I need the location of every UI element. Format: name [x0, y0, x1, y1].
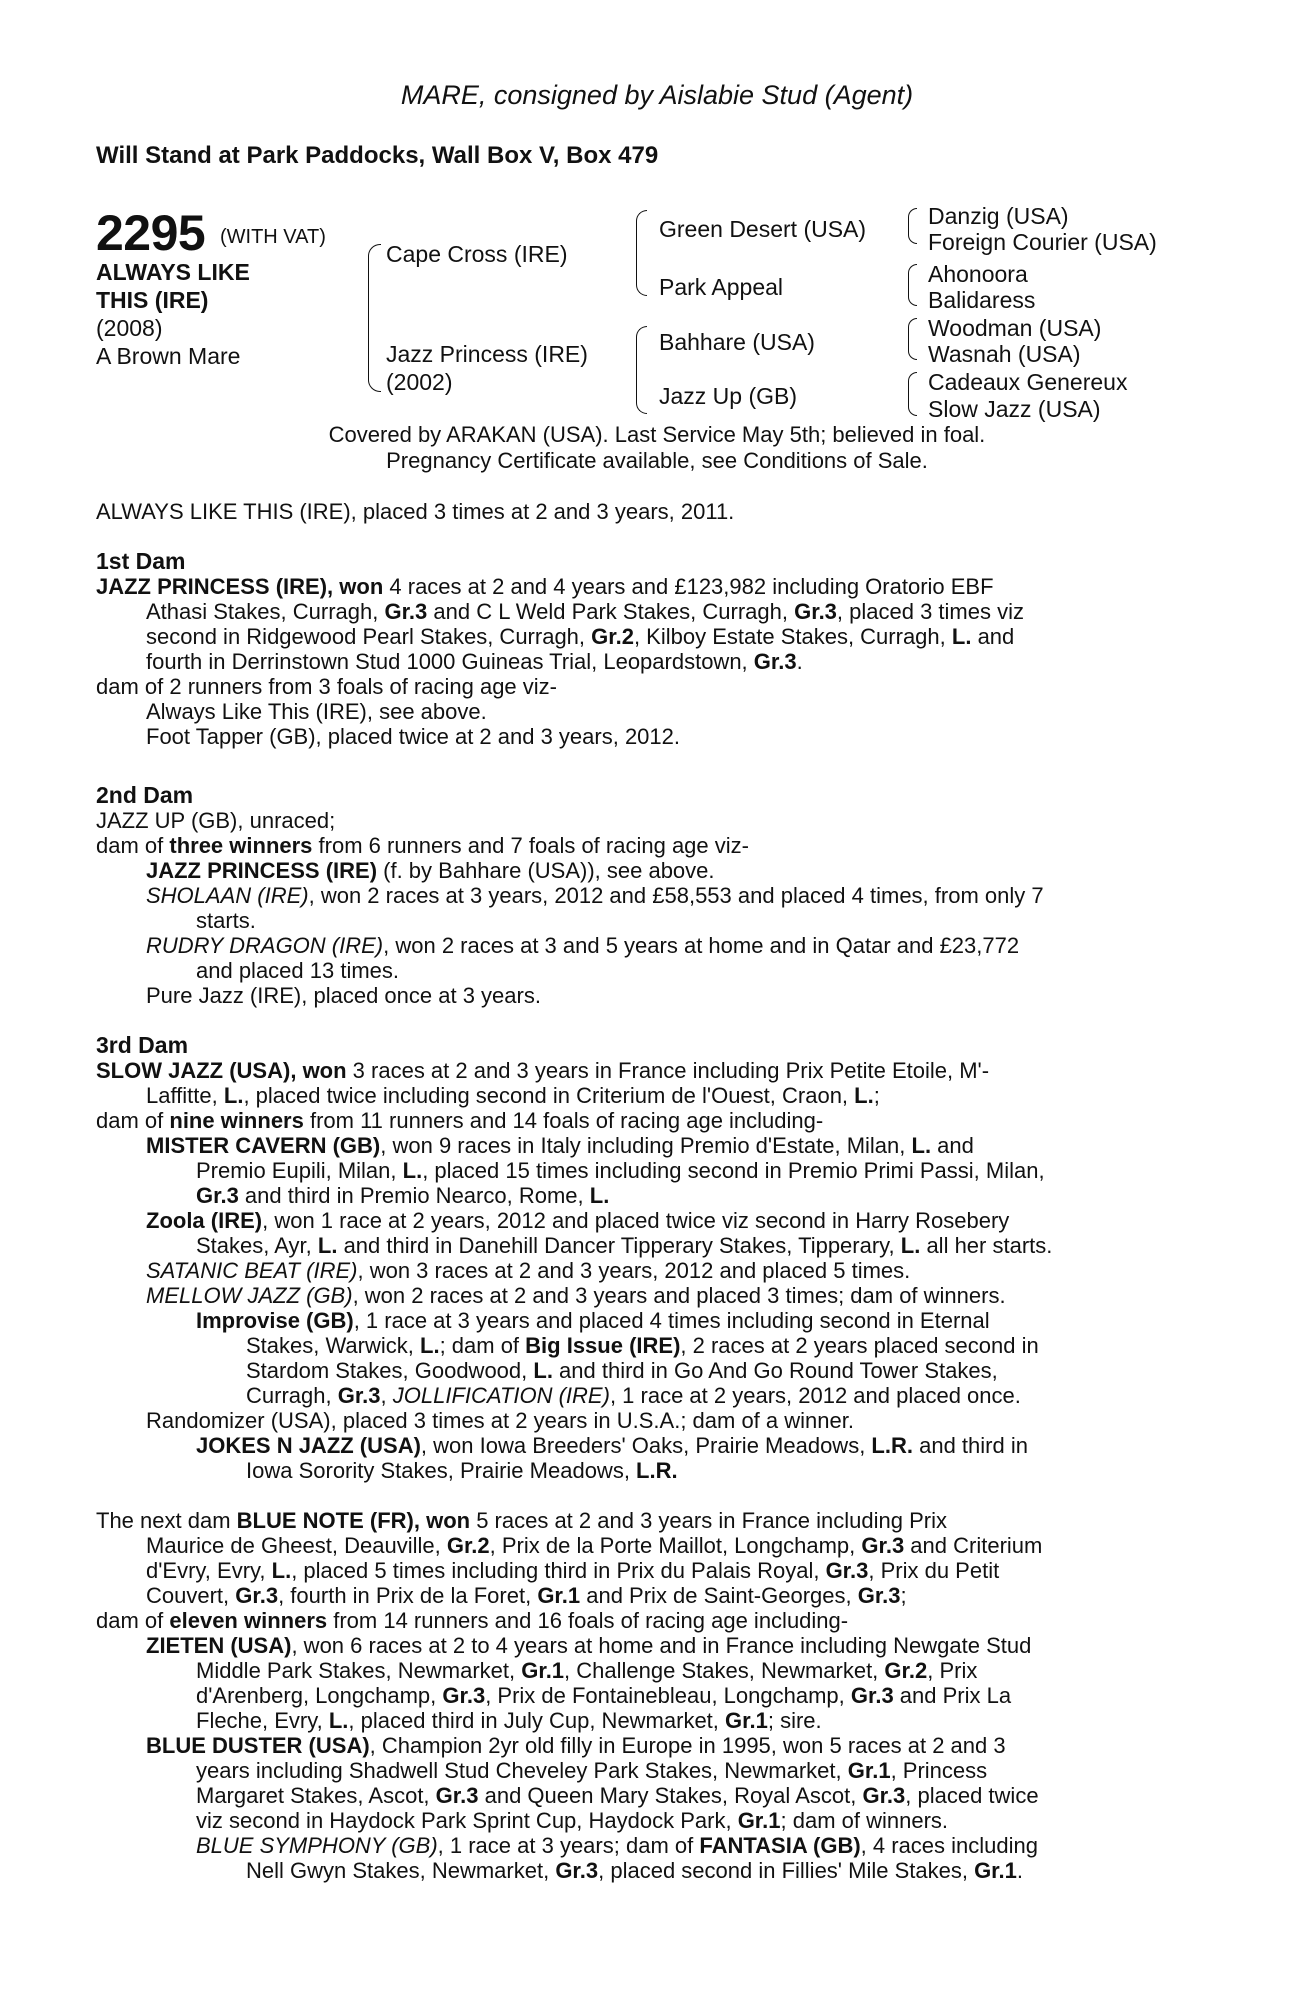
second-dam-section: 2nd Dam JAZZ UP (GB), unraced; dam of three winners from 6 runners and 7 foals of racing age viz- JAZZ PRINCESS (IRE) (f. by Bahhare (USA)), see above. SHOLAAN (IRE), won 2 races at 3 years, 2012 and £58,553 and placed 4 times, from only 7 starts. RUDRY DRAGON (IRE), won 2 races at 3 and 5 years at home and in Qatar and £23,772 and placed 13 times. Pure Jazz (IRE), placed once at 3 years.	[96, 783, 1196, 1008]
horse-description: A Brown Mare	[96, 343, 241, 369]
list-item: MELLOW JAZZ (GB), won 2 races at 2 and 3 years and placed 3 times; dam of winners.	[146, 1283, 1006, 1308]
third-dam-heading: 3rd Dam	[96, 1032, 189, 1058]
pedigree-bracket-dam	[636, 326, 647, 414]
pedigree-sss: Danzig (USA)	[928, 203, 1069, 229]
pedigree-ssd: Foreign Courier (USA)	[928, 229, 1157, 255]
pedigree-bracket-dd	[908, 372, 917, 416]
list-item: JOKES N JAZZ (USA), won Iowa Breeders' Oaks, Prairie Meadows, L.R. and third in	[196, 1433, 1028, 1458]
pedigree-dam-dam: Jazz Up (GB)	[659, 383, 798, 409]
horse-name-line1: ALWAYS LIKE	[96, 259, 250, 285]
vat-note: (WITH VAT)	[220, 226, 326, 248]
pedigree-dsd: Wasnah (USA)	[928, 341, 1081, 367]
horse-name-line2: THIS (IRE)	[96, 287, 209, 313]
pedigree-sire-dam: Park Appeal	[659, 274, 784, 300]
list-item: BLUE SYMPHONY (GB), 1 race at 3 years; dam of FANTASIA (GB), 4 races including	[196, 1833, 1038, 1858]
list-item: Improvise (GB), 1 race at 3 years and placed 4 times including second in Eternal	[196, 1308, 990, 1333]
race-summary: ALWAYS LIKE THIS (IRE), placed 3 times at 2 and 3 years, 2011.	[96, 499, 735, 524]
pedigree-bracket-sire	[636, 210, 647, 296]
horse-year: (2008)	[96, 315, 163, 341]
list-item: Zoola (IRE), won 1 race at 2 years, 2012 and placed twice viz second in Harry Rosebery	[146, 1208, 1010, 1233]
pedigree-dss: Woodman (USA)	[928, 315, 1102, 341]
second-dam-heading: 2nd Dam	[96, 782, 194, 808]
first-dam-dam-of: dam of 2 runners from 3 foals of racing age viz-	[96, 674, 557, 699]
first-dam-heading: 1st Dam	[96, 548, 186, 574]
covered-line1: Covered by ARAKAN (USA). Last Service May 5th; believed in foal.	[328, 422, 986, 447]
first-dam-record: JAZZ PRINCESS (IRE), won 4 races at 2 and 4 years and £123,982 including Oratorio EBF Athasi Stakes, Curragh, Gr.3 and C L Weld Park Stakes, Curragh, Gr.3, placed 3 times viz second in Ridgewood Pearl Stakes, Curragh, Gr.2, Kilboy Estate Stakes, Curragh, L. and fourth in Derrinstown Stud 1000 Guineas Trial, Leopardstown, Gr.3.	[96, 574, 1024, 674]
pedigree-dds: Cadeaux Genereux	[928, 369, 1128, 395]
pedigree-dam-sire: Bahhare (USA)	[659, 329, 815, 355]
list-item: Randomizer (USA), placed 3 times at 2 years in U.S.A.; dam of a winner.	[146, 1408, 854, 1433]
pedigree-sdd: Balidaress	[928, 287, 1036, 313]
list-item: ZIETEN (USA), won 6 races at 2 to 4 years at home and in France including Newgate Stud	[146, 1633, 1032, 1658]
list-item: RUDRY DRAGON (IRE), won 2 races at 3 and 5 years at home and in Qatar and £23,772	[146, 933, 1020, 958]
first-dam-section	[96, 549, 1196, 749]
horse-name	[96, 258, 250, 314]
list-item: MISTER CAVERN (GB), won 9 races in Italy including Premio d'Estate, Milan, L. and	[146, 1133, 974, 1158]
stand-location: Will Stand at Park Paddocks, Wall Box V, Box 479	[96, 142, 659, 169]
pedigree-dam: Jazz Princess (IRE)	[386, 341, 588, 367]
first-dam-name: JAZZ PRINCESS (IRE)	[96, 574, 328, 599]
pedigree-ddd: Slow Jazz (USA)	[928, 396, 1101, 422]
pedigree-bracket-ss	[908, 208, 917, 244]
horse-details	[96, 314, 240, 370]
pedigree-dam-year: (2002)	[386, 369, 453, 395]
pedigree-bracket-ds	[908, 318, 917, 360]
pedigree-sire: Cape Cross (IRE)	[386, 241, 568, 267]
list-item: JAZZ PRINCESS (IRE) (f. by Bahhare (USA)), see above.	[146, 858, 715, 883]
covered-line2: Pregnancy Certificate available, see Conditions of Sale.	[386, 448, 928, 473]
pedigree-sire-sire: Green Desert (USA)	[659, 216, 867, 242]
lot-number: 2295	[96, 205, 206, 261]
third-dam-section: 3rd Dam SLOW JAZZ (USA), won 3 races at 2 and 3 years in France including Prix Petite Etoile, M'- Laffitte, L., placed twice including second in Criterium de l'Ouest, Craon, L.; dam of nine winners from 11 runners and 14 foals of racing age including- MISTER CAVERN (GB), won 9 races in Italy including Premio d'Estate, Milan, L. and Premio Eupili, Milan, L., placed 15 times including second in Premio Primi Passi, Milan, Gr.3 and third in Premio Nearco, Rome, L. Zoola (IRE), won 1 race at 2 years, 2012 and placed twice viz second in Harry Rosebery Stakes, Ayr, L. and third in Danehill Dancer Tipperary Stakes, Tipperary, L. all her starts. SATANIC BEAT (IRE), won 3 races at 2 and 3 years, 2012 and placed 5 times. MELLOW JAZZ (GB), won 2 races at 2 and 3 years and placed 3 times; dam of winners. Improvise (GB), 1 race at 3 years and placed 4 times including second in Eternal Stakes, Warwick, L.; dam of Big Issue (IRE), 2 races at 2 years placed second in Stardom Stakes, Goodwood, L. and third in Go And Go Round Tower Stakes, Curragh, Gr.3, JOLLIFICATION (IRE), 1 race at 2 years, 2012 and placed once. Randomizer (USA), placed 3 times at 2 years in U.S.A.; dam of a winner. JOKES N JAZZ (USA), won Iowa Breeders' Oaks, Prairie Meadows, L.R. and third in Iowa Sorority Stakes, Prairie Meadows, L.R.	[96, 1033, 1196, 1483]
list-item: Pure Jazz (IRE), placed once at 3 years.	[146, 983, 541, 1008]
list-item: SATANIC BEAT (IRE), won 3 races at 2 and 3 years, 2012 and placed 5 times.	[146, 1258, 911, 1283]
list-item: SHOLAAN (IRE), won 2 races at 3 years, 2012 and £58,553 and placed 4 times, from only 7	[146, 883, 1044, 908]
next-dam-section: The next dam BLUE NOTE (FR), won 5 races at 2 and 3 years in France including Prix Maurice de Gheest, Deauville, Gr.2, Prix de la Porte Maillot, Longchamp, Gr.3 and Criterium d'Evry, Evry, L., placed 5 times including third in Prix du Palais Royal, Gr.3, Prix du Petit Couvert, Gr.3, fourth in Prix de la Foret, Gr.1 and Prix de Saint-Georges, Gr.3; dam of eleven winners from 14 runners and 16 foals of racing age including- ZIETEN (USA), won 6 races at 2 to 4 years at home and in France including Newgate Stud Middle Park Stakes, Newmarket, Gr.1, Challenge Stakes, Newmarket, Gr.2, Prix d'Arenberg, Longchamp, Gr.3, Prix de Fontainebleau, Longchamp, Gr.3 and Prix La Fleche, Evry, L., placed third in July Cup, Newmarket, Gr.1; sire. BLUE DUSTER (USA), Champion 2yr old filly in Europe in 1995, won 5 races at 2 and 3 years including Shadwell Stud Cheveley Park Stakes, Newmarket, Gr.1, Princess Margaret Stakes, Ascot, Gr.3 and Queen Mary Stakes, Royal Ascot, Gr.3, placed twice viz second in Haydock Park Sprint Cup, Haydock Park, Gr.1; dam of winners. BLUE SYMPHONY (GB), 1 race at 3 years; dam of FANTASIA (GB), 4 races including Nell Gwyn Stakes, Newmarket, Gr.3, placed second in Fillies' Mile Stakes, Gr.1.	[96, 1508, 1196, 1883]
pedigree-bracket-main	[368, 244, 381, 392]
list-item: Foot Tapper (GB), placed twice at 2 and 3 years, 2012.	[146, 724, 681, 749]
list-item: BLUE DUSTER (USA), Champion 2yr old filly in Europe in 1995, won 5 races at 2 and 3	[146, 1733, 1006, 1758]
covered-note	[0, 422, 1314, 474]
pedigree-bracket-sd	[908, 264, 917, 306]
pedigree-sds: Ahonoora	[928, 261, 1028, 287]
list-item: Always Like This (IRE), see above.	[146, 699, 487, 724]
catalogue-title: MARE, consigned by Aislabie Stud (Agent)	[400, 80, 914, 110]
